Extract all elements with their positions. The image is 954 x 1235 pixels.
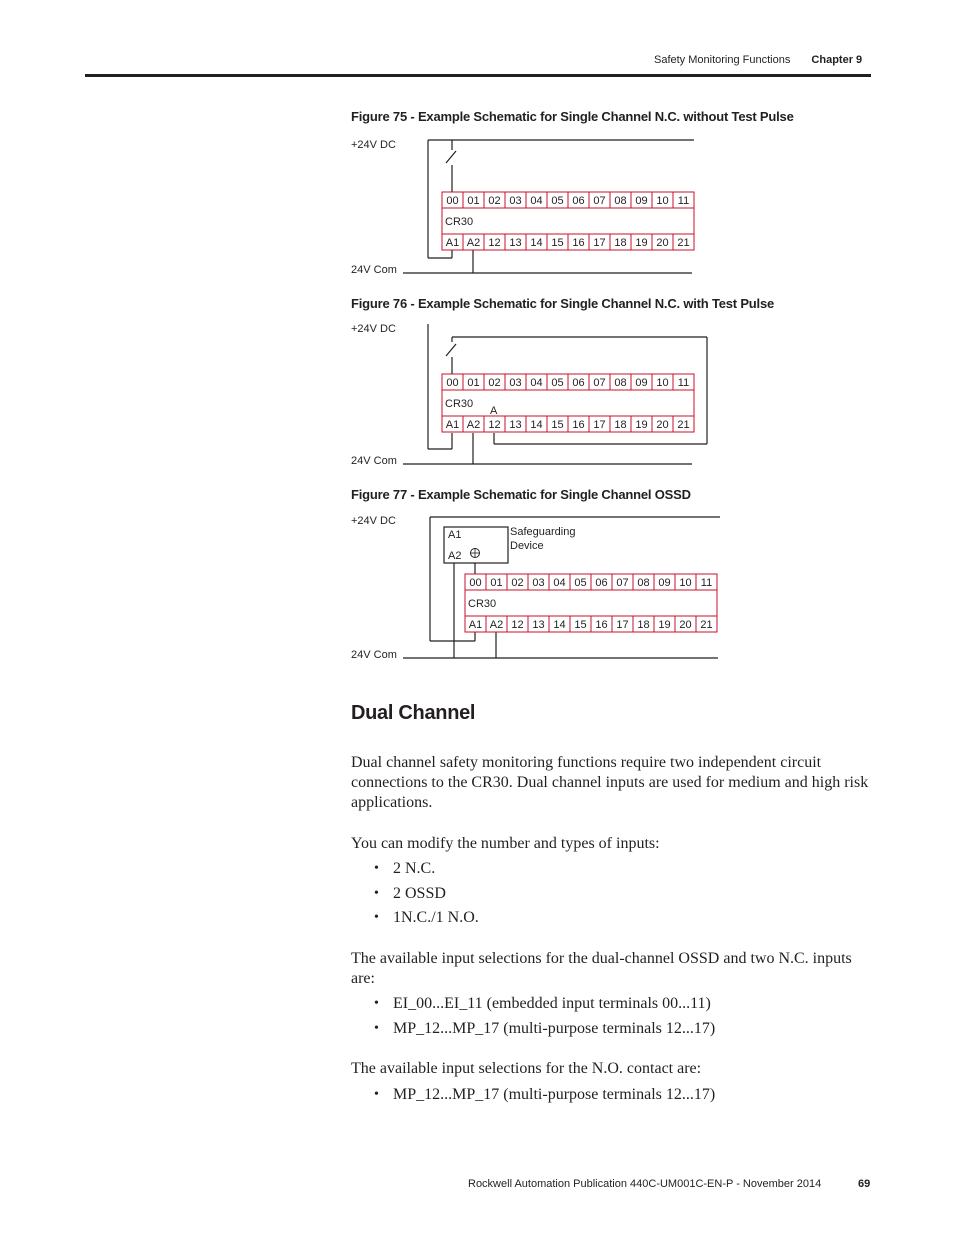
list-item: • 2 N.C. — [372, 857, 479, 882]
pulse-label: A — [490, 405, 498, 417]
bottom-terminal: 20 — [656, 237, 669, 249]
bottom-terminal: 21 — [677, 419, 690, 431]
figure-75-caption: Figure 75 - Example Schematic for Single Channel N.C. without Test Pulse — [351, 109, 794, 124]
ossd-selections-list — [372, 992, 715, 1041]
bottom-terminal: A2 — [466, 237, 481, 249]
bottom-terminal: 12 — [488, 419, 501, 431]
bottom-terminal: 18 — [614, 237, 627, 249]
supply-label: +24V DC — [351, 323, 396, 335]
ossd-paragraph: The available input selections for the dual-channel OSSD and two N.C. inputs are: — [351, 950, 852, 987]
top-terminal: 03 — [509, 377, 522, 389]
top-terminal: 04 — [530, 377, 543, 389]
bottom-terminal: A2 — [466, 419, 481, 431]
top-terminal: 08 — [614, 195, 627, 207]
bottom-terminal: 16 — [572, 237, 585, 249]
bottom-terminal: 16 — [595, 619, 608, 631]
bottom-terminal: 17 — [593, 237, 606, 249]
bottom-terminal: 15 — [551, 419, 564, 431]
bottom-terminal: 18 — [637, 619, 650, 631]
bottom-terminal: 14 — [530, 419, 543, 431]
list-item: • MP_12...MP_17 (multi-purpose terminals 12...17) — [372, 1083, 715, 1108]
bottom-terminal: 19 — [658, 619, 671, 631]
top-terminal: 10 — [656, 195, 669, 207]
bottom-terminal: 20 — [656, 419, 669, 431]
intro-paragraph: Dual channel safety monitoring functions require two independent circuit connections to the CR30. Dual channel inputs are used for medium and high risk applications. — [351, 754, 869, 811]
modify-paragraph: You can modify the number and types of inputs: — [351, 835, 660, 852]
header-chapter: Chapter 9 — [811, 54, 863, 66]
bottom-terminal: 12 — [488, 237, 501, 249]
device-label: CR30 — [445, 398, 474, 410]
top-terminal: 11 — [677, 377, 690, 389]
top-terminal: 05 — [551, 195, 564, 207]
bottom-terminal: 14 — [530, 237, 543, 249]
bottom-terminal: 13 — [509, 237, 522, 249]
figure-77-caption: Figure 77 - Example Schematic for Single Channel OSSD — [351, 487, 691, 502]
bottom-terminal: 18 — [614, 419, 627, 431]
top-terminal: 07 — [593, 377, 606, 389]
top-terminal: 08 — [614, 377, 627, 389]
supply-label: +24V DC — [351, 515, 396, 527]
bottom-terminal: 17 — [616, 619, 629, 631]
bottom-terminal: 14 — [553, 619, 566, 631]
top-terminal: 05 — [574, 577, 587, 589]
bottom-terminal: 16 — [572, 419, 585, 431]
bottom-terminal: 19 — [635, 419, 648, 431]
figure-76-caption: Figure 76 - Example Schematic for Single Channel N.C. with Test Pulse — [351, 296, 775, 311]
footer-page-number: 69 — [858, 1178, 871, 1190]
top-terminal: 06 — [572, 195, 585, 207]
list-item: • MP_12...MP_17 (multi-purpose terminals 12...17) — [372, 1017, 715, 1042]
top-terminal: 07 — [593, 195, 606, 207]
top-terminal: 06 — [572, 377, 585, 389]
top-terminal: 03 — [532, 577, 545, 589]
bottom-terminal: 20 — [679, 619, 692, 631]
bottom-terminal: 17 — [593, 419, 606, 431]
top-terminal: 05 — [551, 377, 564, 389]
top-terminal: 00 — [446, 195, 459, 207]
top-terminal: 08 — [637, 577, 650, 589]
safeguard-label-2: Device — [510, 540, 544, 552]
top-terminal: 09 — [635, 195, 648, 207]
bottom-terminal: A1 — [445, 419, 460, 431]
top-terminal: 03 — [509, 195, 522, 207]
bottom-terminal: 15 — [551, 237, 564, 249]
top-terminal: 09 — [635, 377, 648, 389]
list-item: • EI_00...EI_11 (embedded input terminals 00...11) — [372, 992, 715, 1017]
no-paragraph: The available input selections for the N.O. contact are: — [351, 1060, 702, 1077]
top-terminal: 10 — [679, 577, 692, 589]
common-label: 24V Com — [351, 455, 397, 467]
bottom-terminal: 13 — [509, 419, 522, 431]
top-terminal: 01 — [467, 377, 480, 389]
bottom-terminal: 21 — [677, 237, 690, 249]
list-item: • 2 OSSD — [372, 882, 479, 907]
bottom-terminal: A1 — [445, 237, 460, 249]
top-terminal: 04 — [553, 577, 566, 589]
safeguard-label-1: Safeguarding — [510, 526, 576, 538]
bottom-terminal: 12 — [511, 619, 524, 631]
top-terminal: 04 — [530, 195, 543, 207]
no-selections-list — [372, 1083, 715, 1108]
top-terminal: 06 — [595, 577, 608, 589]
top-terminal: 07 — [616, 577, 629, 589]
top-terminal: 02 — [488, 195, 501, 207]
list-item: • 1N.C./1 N.O. — [372, 906, 479, 931]
bottom-terminal: 15 — [574, 619, 587, 631]
input-types-list — [372, 857, 479, 931]
top-terminal: 00 — [446, 377, 459, 389]
common-label: 24V Com — [351, 264, 397, 276]
top-terminal: 10 — [656, 377, 669, 389]
bottom-terminal: 21 — [700, 619, 713, 631]
section-title: Dual Channel — [351, 702, 476, 724]
device-label: CR30 — [445, 216, 474, 228]
safeguard-a1: A1 — [448, 529, 462, 541]
top-terminal: 00 — [469, 577, 482, 589]
common-label: 24V Com — [351, 649, 397, 661]
bottom-terminal: A1 — [468, 619, 483, 631]
top-terminal: 01 — [490, 577, 503, 589]
device-label: CR30 — [468, 598, 497, 610]
top-terminal: 11 — [700, 577, 713, 589]
top-terminal: 01 — [467, 195, 480, 207]
top-terminal: 02 — [488, 377, 501, 389]
top-terminal: 09 — [658, 577, 671, 589]
cr30-terminal-block — [465, 574, 717, 632]
header-section: Safety Monitoring Functions — [654, 54, 791, 66]
bottom-terminal: 13 — [532, 619, 545, 631]
footer-publication: Rockwell Automation Publication 440C-UM001C-EN-P - November 2014 — [468, 1178, 822, 1190]
bottom-terminal: A2 — [489, 619, 504, 631]
safeguard-a2: A2 — [448, 550, 462, 562]
top-terminal: 02 — [511, 577, 524, 589]
supply-label: +24V DC — [351, 139, 396, 151]
bottom-terminal: 19 — [635, 237, 648, 249]
top-terminal: 11 — [677, 195, 690, 207]
